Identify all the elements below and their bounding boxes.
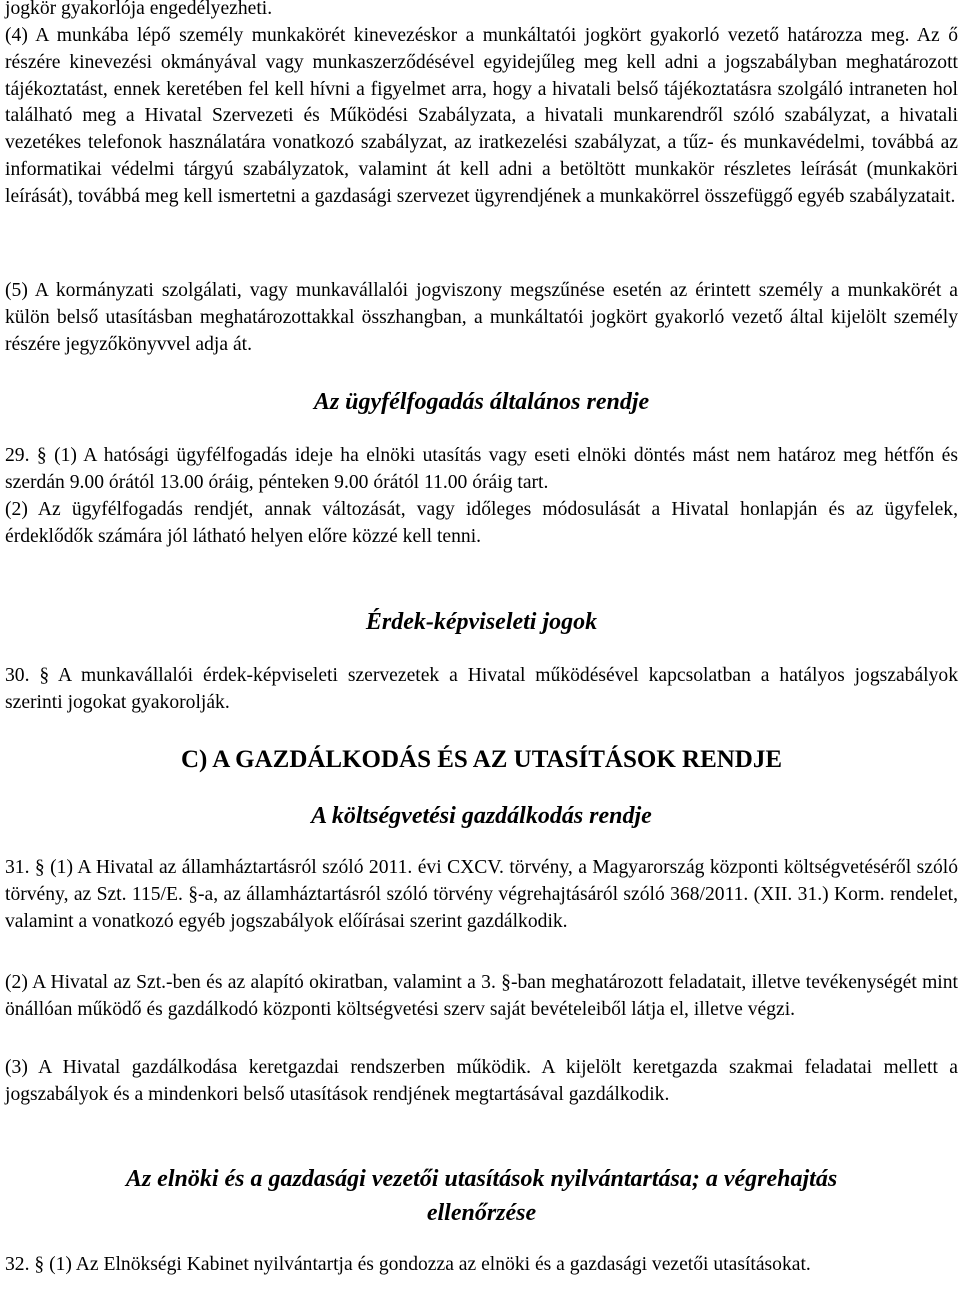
section-heading-client-reception: Az ügyfélfogadás általános rendje: [313, 389, 650, 415]
paragraph-32-1-registry: 32. § (1) Az Elnökségi Kabinet nyilvántartja és gondozza az elnöki és a gazdasági vezetői utasításokat.: [5, 1254, 811, 1275]
chapter-heading-c: C) A GAZDÁLKODÁS ÉS AZ UTASÍTÁSOK RENDJE: [180, 746, 783, 773]
paragraph-31-2-tasks: (2) A Hivatal az Szt.-ben és az alapító okiratban, valamint a 3. §-ban meghatározott feladatait, illetve tevékenységét mint önállóan működő és gazdálkodó központi költségvetési szerv saját bevételeiből látja el, illetve végzi.: [5, 972, 958, 1020]
section-heading-budget-management: A költségvetési gazdálkodás rendje: [311, 803, 652, 829]
paragraph-30-representation: 30. § A munkavállalói érdek-képviseleti szervezetek a Hivatal működésével kapcsolatban a hatályos jogszabályok szerinti jogokat gyakorolják.: [5, 665, 958, 713]
paragraph-29-reception-hours: 29. § (1) A hatósági ügyfélfogadás ideje ha elnöki utasítás vagy eseti elnöki döntés mást nem határoz meg hétfőn és szerdán 9.00 órától 13.00 óráig, pénteken 9.00 órától 11.00 óráig tart.: [5, 445, 958, 493]
section-heading-instructions-l1: Az elnöki és a gazdasági vezetői utasítások nyilvántartása; a végrehajtás: [125, 1166, 838, 1192]
paragraph-continuation: jogkör gyakorlója engedélyezheti.: [5, 0, 273, 19]
paragraph-31-3-frame-management: (3) A Hivatal gazdálkodása keretgazdai rendszerben működik. A kijelölt keretgazda szakmai feladatai mellett a jogszabályok és a mindenkori belső utasítások rendjének megtartásával gazdálkodik.: [5, 1057, 958, 1105]
paragraph-4-job-assignment: (4) A munkába lépő személy munkakörét kinevezéskor a munkáltatói jogkört gyakorló vezető határozza meg. Az ő részére kinevezési okmányával vagy munkaszerződésével egyidejűleg meg kell adni a jogszabályban meghatározott tájékoztatást, ennek keretében fel kell hívni a figyelmet arra, hogy a hivatali belső tájékoztatásra szolgáló intraneten hol található meg a Hivatal Szervezeti és Működési Szabályzata, a hivatali munkarendről szóló szabályzat, a hivatali vezetékes telefonok használatára vonatkozó szabályzat, az iratkezelési szabályzat, a tűz- és munkavédelmi, továbbá az informatikai védelmi tárgyú szabályzatok, valamint át kell adni a betöltött munkakör részletes leírását (munkaköri leírását), továbbá meg kell ismertetni a gazdasági szervezet ügyrendjének a munkakörrel összefüggő egyéb szabályzatait.: [5, 25, 958, 207]
paragraph-5-handover: (5) A kormányzati szolgálati, vagy munkavállalói jogviszony megszűnése esetén az érintett személy a munkakörét a külön belső utasításban meghatározottakkal összhangban, a munkáltatói jogkört gyakorló vezető által kijelölt személy részére jegyzőkönyvvel adja át.: [5, 280, 958, 355]
paragraph-31-1-budget: 31. § (1) A Hivatal az államháztartásról szóló 2011. évi CXCV. törvény, a Magyarország központi költségvetéséről szóló törvény, az Szt. 115/E. §-a, az államháztartásról szóló törvény végrehajtásáról szóló 368/2011. (XII. 31.) Korm. rendelet, valamint a vonatkozó egyéb jogszabályok előírásai szerint gazdálkodik.: [5, 857, 958, 932]
section-heading-instructions-l2: ellenőrzése: [426, 1200, 537, 1226]
section-heading-representation-rights: Érdek-képviseleti jogok: [365, 609, 598, 635]
paragraph-29-2-publication: (2) Az ügyfélfogadás rendjét, annak változását, vagy időleges módosulását a Hivatal honlapján és az ügyfelek, érdeklődők számára jól látható helyen előre közzé kell tenni.: [5, 499, 958, 547]
